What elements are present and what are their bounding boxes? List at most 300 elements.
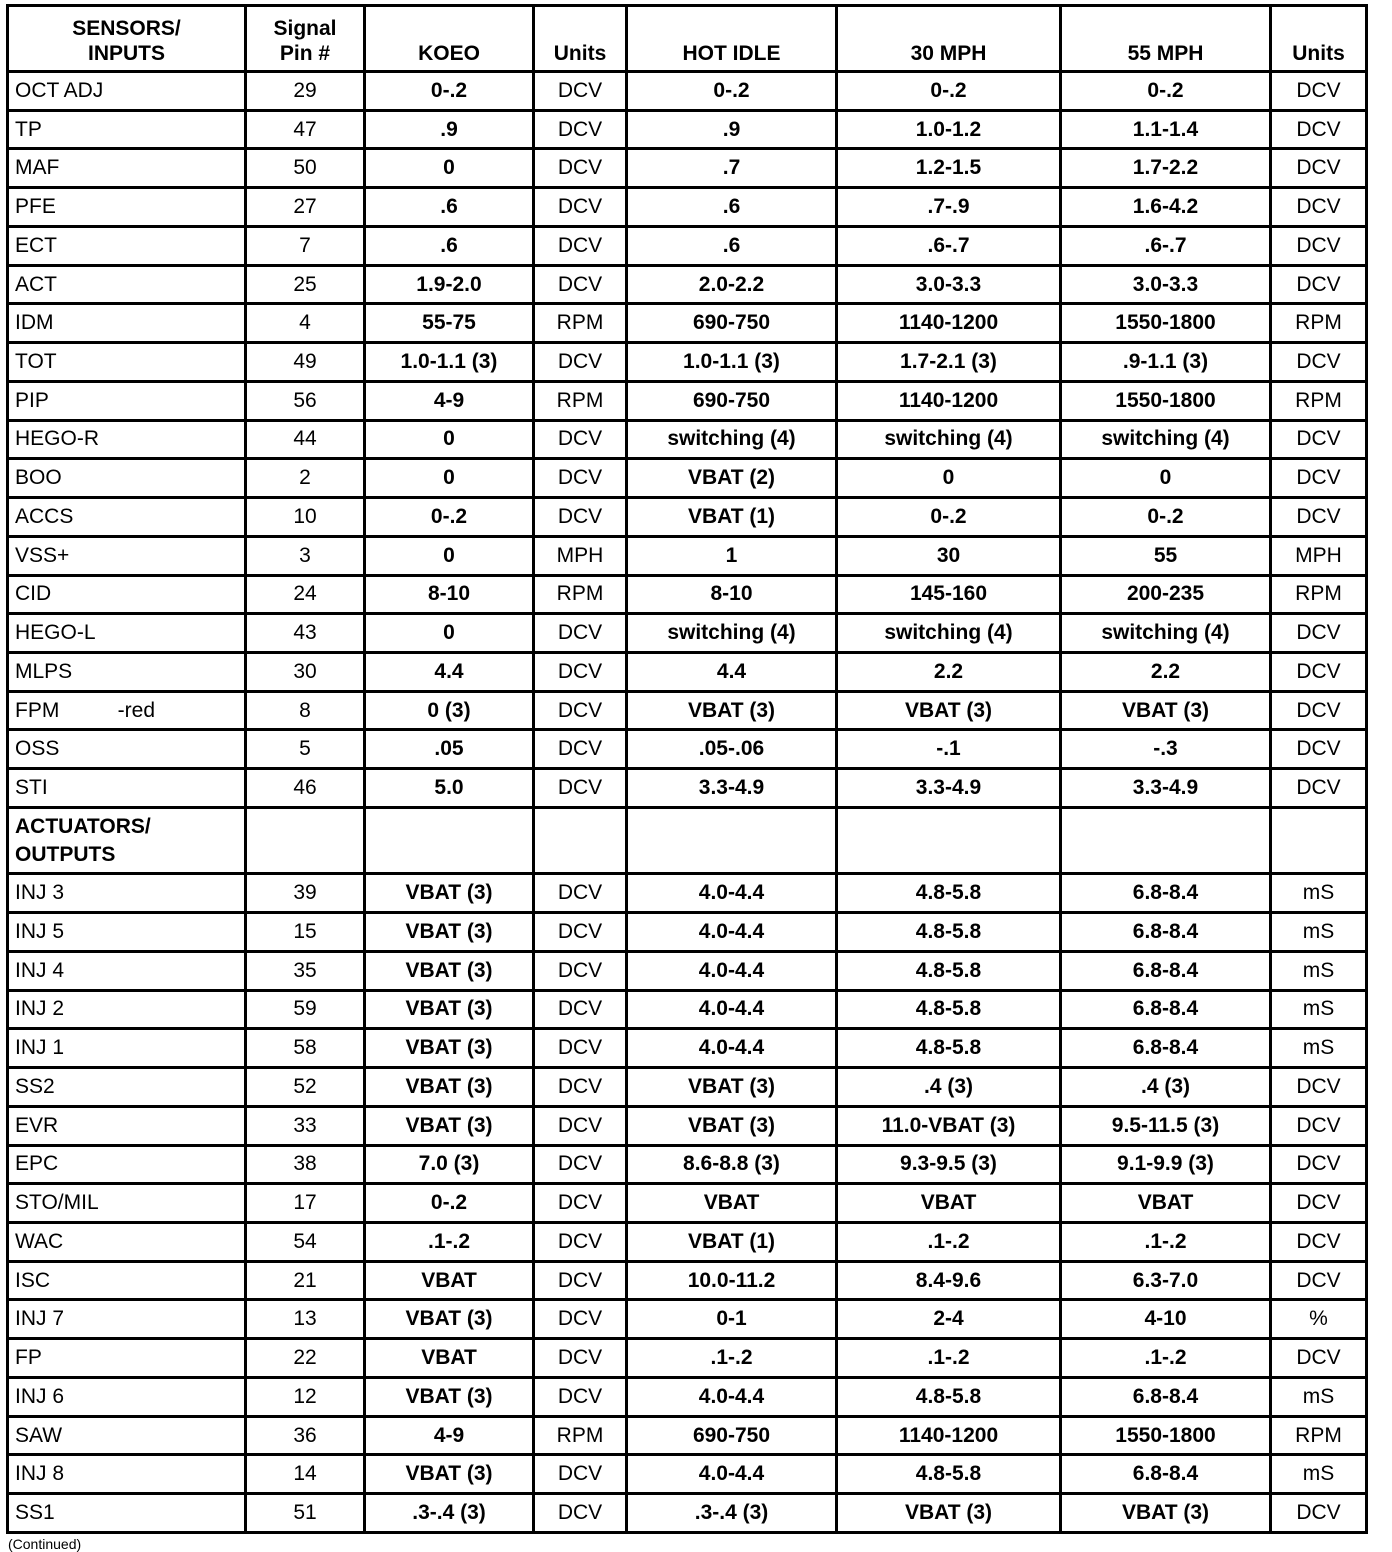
cell-mph30: 4.8-5.8 — [837, 951, 1061, 990]
cell-koeo: 4.4 — [365, 653, 534, 692]
cell-mph30: 4.8-5.8 — [837, 1455, 1061, 1494]
cell-units: DCV — [534, 1068, 627, 1107]
cell-mph55: switching (4) — [1061, 420, 1271, 459]
cell-units: DCV — [534, 730, 627, 769]
cell-units2: DCV — [1271, 343, 1367, 382]
cell-pin: 4 — [246, 304, 365, 343]
header-hot-idle: HOT IDLE — [627, 6, 837, 72]
cell-koeo: VBAT (3) — [365, 1029, 534, 1068]
cell-mph55: .9-1.1 (3) — [1061, 343, 1271, 382]
cell-hot-idle: 4.0-4.4 — [627, 990, 837, 1029]
cell-mph30: 1140-1200 — [837, 381, 1061, 420]
cell-pin: 5 — [246, 730, 365, 769]
cell-koeo: 0-.2 — [365, 1184, 534, 1223]
cell-units2: RPM — [1271, 304, 1367, 343]
cell-units2: DCV — [1271, 420, 1367, 459]
cell-mph30: 145-160 — [837, 575, 1061, 614]
cell-units: DCV — [534, 1339, 627, 1378]
cell-units: DCV — [534, 614, 627, 653]
cell-koeo: 1.0-1.1 (3) — [365, 343, 534, 382]
table-row — [8, 913, 1367, 952]
cell-units: DCV — [534, 149, 627, 188]
cell-hot-idle: .6 — [627, 188, 837, 227]
cell-mph30: 11.0-VBAT (3) — [837, 1106, 1061, 1145]
cell-hot-idle: 1.0-1.1 (3) — [627, 343, 837, 382]
cell-koeo: VBAT — [365, 1339, 534, 1378]
cell-name: SS1 — [8, 1494, 246, 1533]
cell-mph30: 0 — [837, 459, 1061, 498]
header-units: Units — [534, 6, 627, 72]
cell-mph55: 1550-1800 — [1061, 381, 1271, 420]
cell-mph30: 1.0-1.2 — [837, 110, 1061, 149]
cell-units2: RPM — [1271, 381, 1367, 420]
cell-name: EPC — [8, 1145, 246, 1184]
cell-units2: RPM — [1271, 575, 1367, 614]
header-koeo: KOEO — [365, 6, 534, 72]
cell-units: DCV — [534, 653, 627, 692]
cell-pin: 24 — [246, 575, 365, 614]
cell-pin: 46 — [246, 769, 365, 808]
cell-name: INJ 5 — [8, 913, 246, 952]
cell-units2: % — [1271, 1300, 1367, 1339]
section-row-actuators-outputs — [8, 808, 1367, 874]
cell-koeo: VBAT (3) — [365, 1377, 534, 1416]
cell-units: DCV — [534, 951, 627, 990]
cell-mph55: 200-235 — [1061, 575, 1271, 614]
cell-koeo: 0 — [365, 420, 534, 459]
cell-hot-idle: 4.0-4.4 — [627, 951, 837, 990]
table-row — [8, 149, 1367, 188]
cell-mph30: 3.0-3.3 — [837, 265, 1061, 304]
cell-units2: DCV — [1271, 72, 1367, 111]
cell-hot-idle: .6 — [627, 226, 837, 265]
cell-koeo: VBAT (3) — [365, 913, 534, 952]
cell-units: DCV — [534, 498, 627, 537]
cell-mph55: 1.1-1.4 — [1061, 110, 1271, 149]
cell-hot-idle: VBAT (1) — [627, 1222, 837, 1261]
cell-name: INJ 2 — [8, 990, 246, 1029]
table-row — [8, 769, 1367, 808]
cell-units: DCV — [534, 874, 627, 913]
cell-mph30: 4.8-5.8 — [837, 913, 1061, 952]
cell-pin: 29 — [246, 72, 365, 111]
cell-name: HEGO-L — [8, 614, 246, 653]
table-row — [8, 653, 1367, 692]
continued-note: (Continued) — [8, 1536, 82, 1552]
cell-koeo: 0-.2 — [365, 498, 534, 537]
cell-units2: DCV — [1271, 1106, 1367, 1145]
cell-name: INJ 8 — [8, 1455, 246, 1494]
cell-name: TOT — [8, 343, 246, 382]
cell-hot-idle: 4.0-4.4 — [627, 874, 837, 913]
cell-mph30: 2-4 — [837, 1300, 1061, 1339]
cell-units2: mS — [1271, 1029, 1367, 1068]
cell-mph55: 0 — [1061, 459, 1271, 498]
cell-hot-idle: 3.3-4.9 — [627, 769, 837, 808]
cell-units: DCV — [534, 1300, 627, 1339]
cell-pin: 17 — [246, 1184, 365, 1223]
cell-mph55: 1.7-2.2 — [1061, 149, 1271, 188]
table-row — [8, 72, 1367, 111]
cell-name: ACCS — [8, 498, 246, 537]
cell-units2: MPH — [1271, 536, 1367, 575]
cell-units2: mS — [1271, 951, 1367, 990]
cell-mph55: 1550-1800 — [1061, 1416, 1271, 1455]
cell-hot-idle: 1 — [627, 536, 837, 575]
cell-units: DCV — [534, 188, 627, 227]
cell-mph55: VBAT (3) — [1061, 691, 1271, 730]
cell-pin: 49 — [246, 343, 365, 382]
cell-name: PIP — [8, 381, 246, 420]
cell-units2: DCV — [1271, 498, 1367, 537]
cell-pin: 51 — [246, 1494, 365, 1533]
cell-units2: DCV — [1271, 265, 1367, 304]
cell-hot-idle: .7 — [627, 149, 837, 188]
cell-hot-idle: VBAT (3) — [627, 1068, 837, 1107]
cell-koeo: 5.0 — [365, 769, 534, 808]
cell-pin: 27 — [246, 188, 365, 227]
outputs-section-header — [8, 808, 1367, 874]
cell-name: MLPS — [8, 653, 246, 692]
cell-name: VSS+ — [8, 536, 246, 575]
cell-koeo: 0 — [365, 536, 534, 575]
cell-koeo: 0 (3) — [365, 691, 534, 730]
cell-mph55: 55 — [1061, 536, 1271, 575]
cell-name: FP — [8, 1339, 246, 1378]
cell-mph55: 6.8-8.4 — [1061, 951, 1271, 990]
cell-units: DCV — [534, 1377, 627, 1416]
cell-mph55: 6.8-8.4 — [1061, 1455, 1271, 1494]
cell-hot-idle: 0-.2 — [627, 72, 837, 111]
table-row — [8, 691, 1367, 730]
cell-mph30: 0-.2 — [837, 72, 1061, 111]
cell-mph30: 1.2-1.5 — [837, 149, 1061, 188]
table-row — [8, 265, 1367, 304]
cell-mph55: 6.3-7.0 — [1061, 1261, 1271, 1300]
cell-hot-idle: 4.0-4.4 — [627, 913, 837, 952]
cell-units: DCV — [534, 72, 627, 111]
cell-mph55: .6-.7 — [1061, 226, 1271, 265]
cell-mph30: 1.7-2.1 (3) — [837, 343, 1061, 382]
header-sensors-inputs: SENSORS/ INPUTS — [8, 6, 246, 72]
cell-units: DCV — [534, 913, 627, 952]
cell-pin: 7 — [246, 226, 365, 265]
table-row — [8, 1416, 1367, 1455]
cell-pin: 33 — [246, 1106, 365, 1145]
cell-units2: DCV — [1271, 1339, 1367, 1378]
cell-units: RPM — [534, 304, 627, 343]
cell-pin: 35 — [246, 951, 365, 990]
cell-koeo: 0 — [365, 459, 534, 498]
cell-mph30: 0-.2 — [837, 498, 1061, 537]
cell-pin: 58 — [246, 1029, 365, 1068]
header-units-2: Units — [1271, 6, 1367, 72]
cell-koeo: VBAT (3) — [365, 874, 534, 913]
cell-koeo: .3-.4 (3) — [365, 1494, 534, 1533]
cell-units2: DCV — [1271, 1222, 1367, 1261]
cell-pin: 25 — [246, 265, 365, 304]
cell-mph55: .1-.2 — [1061, 1339, 1271, 1378]
cell-mph30: switching (4) — [837, 614, 1061, 653]
cell-hot-idle: .9 — [627, 110, 837, 149]
cell-name: OCT ADJ — [8, 72, 246, 111]
cell-hot-idle: VBAT — [627, 1184, 837, 1223]
cell-mph55: 6.8-8.4 — [1061, 1029, 1271, 1068]
cell-koeo: 4-9 — [365, 1416, 534, 1455]
cell-pin: 56 — [246, 381, 365, 420]
cell-hot-idle: 690-750 — [627, 304, 837, 343]
cell-mph30: 4.8-5.8 — [837, 1029, 1061, 1068]
cell-hot-idle: switching (4) — [627, 614, 837, 653]
cell-units: DCV — [534, 1184, 627, 1223]
cell-hot-idle: VBAT (2) — [627, 459, 837, 498]
cell-mph30: VBAT (3) — [837, 691, 1061, 730]
table-row — [8, 1106, 1367, 1145]
cell-mph55: -.3 — [1061, 730, 1271, 769]
cell-units2: DCV — [1271, 1261, 1367, 1300]
cell-mph55: .4 (3) — [1061, 1068, 1271, 1107]
cell-mph30: 4.8-5.8 — [837, 874, 1061, 913]
cell-pin: 43 — [246, 614, 365, 653]
cell-koeo: VBAT (3) — [365, 1300, 534, 1339]
cell-units: DCV — [534, 769, 627, 808]
cell-mph55: 9.1-9.9 (3) — [1061, 1145, 1271, 1184]
cell-hot-idle: VBAT (3) — [627, 691, 837, 730]
table-row — [8, 536, 1367, 575]
cell-mph55: 2.2 — [1061, 653, 1271, 692]
cell-mph30: .1-.2 — [837, 1339, 1061, 1378]
cell-pin: 3 — [246, 536, 365, 575]
header-signal-pin: Signal Pin # — [246, 6, 365, 72]
cell-name: INJ 3 — [8, 874, 246, 913]
cell-units: DCV — [534, 110, 627, 149]
cell-koeo: 0 — [365, 149, 534, 188]
cell-koeo: VBAT (3) — [365, 1106, 534, 1145]
inputs-section — [8, 72, 1367, 808]
cell-pin: 2 — [246, 459, 365, 498]
cell-units: DCV — [534, 1029, 627, 1068]
cell-mph55: VBAT — [1061, 1184, 1271, 1223]
cell-units: RPM — [534, 1416, 627, 1455]
cell-koeo: 8-10 — [365, 575, 534, 614]
cell-units2: DCV — [1271, 110, 1367, 149]
cell-name: CID — [8, 575, 246, 614]
cell-name: OSS — [8, 730, 246, 769]
cell-pin: 52 — [246, 1068, 365, 1107]
cell-units2: mS — [1271, 874, 1367, 913]
cell-mph30: .1-.2 — [837, 1222, 1061, 1261]
cell-units: DCV — [534, 1494, 627, 1533]
cell-units2: mS — [1271, 990, 1367, 1029]
cell-hot-idle: 690-750 — [627, 1416, 837, 1455]
cell-pin: 38 — [246, 1145, 365, 1184]
cell-mph30: 1140-1200 — [837, 1416, 1061, 1455]
table-row — [8, 1261, 1367, 1300]
cell-mph55: 4-10 — [1061, 1300, 1271, 1339]
cell-mph30: 30 — [837, 536, 1061, 575]
cell-pin: 50 — [246, 149, 365, 188]
cell-koeo: .6 — [365, 188, 534, 227]
cell-pin: 12 — [246, 1377, 365, 1416]
cell-pin: 54 — [246, 1222, 365, 1261]
cell-units2: mS — [1271, 1377, 1367, 1416]
header-row — [8, 6, 1367, 72]
cell-hot-idle: 8-10 — [627, 575, 837, 614]
header-30-mph: 30 MPH — [837, 6, 1061, 72]
cell-mph55: .1-.2 — [1061, 1222, 1271, 1261]
table-row — [8, 1068, 1367, 1107]
cell-name: WAC — [8, 1222, 246, 1261]
header-55-mph: 55 MPH — [1061, 6, 1271, 72]
cell-units: DCV — [534, 265, 627, 304]
table-row — [8, 110, 1367, 149]
cell-units: DCV — [534, 343, 627, 382]
cell-units2: DCV — [1271, 730, 1367, 769]
cell-units: DCV — [534, 1455, 627, 1494]
cell-mph30: -.1 — [837, 730, 1061, 769]
cell-mph55: switching (4) — [1061, 614, 1271, 653]
cell-mph30: 3.3-4.9 — [837, 769, 1061, 808]
table-row — [8, 951, 1367, 990]
cell-hot-idle: 690-750 — [627, 381, 837, 420]
cell-koeo: 4-9 — [365, 381, 534, 420]
cell-koeo: 1.9-2.0 — [365, 265, 534, 304]
cell-name: INJ 4 — [8, 951, 246, 990]
cell-mph30: VBAT (3) — [837, 1494, 1061, 1533]
cell-name: STO/MIL — [8, 1184, 246, 1223]
table-row — [8, 1300, 1367, 1339]
cell-hot-idle: VBAT (3) — [627, 1106, 837, 1145]
cell-koeo: .9 — [365, 110, 534, 149]
cell-units2: DCV — [1271, 614, 1367, 653]
cell-mph30: .6-.7 — [837, 226, 1061, 265]
cell-hot-idle: 0-1 — [627, 1300, 837, 1339]
table-row — [8, 188, 1367, 227]
table-row — [8, 990, 1367, 1029]
cell-name: INJ 1 — [8, 1029, 246, 1068]
table-row — [8, 1494, 1367, 1533]
cell-name: ECT — [8, 226, 246, 265]
cell-pin: 36 — [246, 1416, 365, 1455]
cell-name: PFE — [8, 188, 246, 227]
table-row — [8, 1222, 1367, 1261]
cell-mph30: .4 (3) — [837, 1068, 1061, 1107]
cell-units2: DCV — [1271, 1068, 1367, 1107]
cell-mph30: 1140-1200 — [837, 304, 1061, 343]
cell-units: DCV — [534, 1145, 627, 1184]
table-row — [8, 1339, 1367, 1378]
cell-koeo: VBAT (3) — [365, 990, 534, 1029]
cell-units2: DCV — [1271, 226, 1367, 265]
cell-pin: 21 — [246, 1261, 365, 1300]
cell-hot-idle: switching (4) — [627, 420, 837, 459]
cell-mph30: 4.8-5.8 — [837, 1377, 1061, 1416]
cell-hot-idle: .05-.06 — [627, 730, 837, 769]
cell-units: DCV — [534, 420, 627, 459]
cell-name: MAF — [8, 149, 246, 188]
cell-pin: 30 — [246, 653, 365, 692]
cell-mph30: 9.3-9.5 (3) — [837, 1145, 1061, 1184]
table-row — [8, 304, 1367, 343]
cell-hot-idle: 10.0-11.2 — [627, 1261, 837, 1300]
cell-name: TP — [8, 110, 246, 149]
cell-name: EVR — [8, 1106, 246, 1145]
cell-hot-idle: 4.0-4.4 — [627, 1455, 837, 1494]
cell-koeo: VBAT (3) — [365, 1455, 534, 1494]
cell-pin: 13 — [246, 1300, 365, 1339]
cell-mph55: 0-.2 — [1061, 498, 1271, 537]
cell-name: FPM -red — [8, 691, 246, 730]
cell-name: SAW — [8, 1416, 246, 1455]
cell-units: MPH — [534, 536, 627, 575]
cell-hot-idle: 4.0-4.4 — [627, 1029, 837, 1068]
cell-name: HEGO-R — [8, 420, 246, 459]
table-row — [8, 874, 1367, 913]
table-row — [8, 498, 1367, 537]
cell-koeo: .1-.2 — [365, 1222, 534, 1261]
cell-hot-idle: 2.0-2.2 — [627, 265, 837, 304]
cell-mph55: 6.8-8.4 — [1061, 1377, 1271, 1416]
cell-units2: DCV — [1271, 1145, 1367, 1184]
cell-units2: mS — [1271, 913, 1367, 952]
cell-pin: 22 — [246, 1339, 365, 1378]
cell-koeo: VBAT (3) — [365, 1068, 534, 1107]
cell-name: ISC — [8, 1261, 246, 1300]
cell-koeo: 0-.2 — [365, 72, 534, 111]
table-row — [8, 1029, 1367, 1068]
cell-units2: DCV — [1271, 1184, 1367, 1223]
cell-hot-idle: 8.6-8.8 (3) — [627, 1145, 837, 1184]
cell-koeo: VBAT (3) — [365, 951, 534, 990]
cell-mph55: 9.5-11.5 (3) — [1061, 1106, 1271, 1145]
cell-units2: mS — [1271, 1455, 1367, 1494]
cell-name: INJ 6 — [8, 1377, 246, 1416]
cell-mph30: 4.8-5.8 — [837, 990, 1061, 1029]
table-row — [8, 575, 1367, 614]
cell-name: INJ 7 — [8, 1300, 246, 1339]
cell-name: IDM — [8, 304, 246, 343]
table-row — [8, 1184, 1367, 1223]
cell-units2: DCV — [1271, 188, 1367, 227]
cell-mph55: 0-.2 — [1061, 72, 1271, 111]
cell-units2: DCV — [1271, 769, 1367, 808]
cell-koeo: VBAT — [365, 1261, 534, 1300]
cell-units: DCV — [534, 1222, 627, 1261]
cell-units: DCV — [534, 1106, 627, 1145]
cell-pin: 10 — [246, 498, 365, 537]
cell-pin: 44 — [246, 420, 365, 459]
cell-name: BOO — [8, 459, 246, 498]
cell-units2: RPM — [1271, 1416, 1367, 1455]
cell-koeo: 55-75 — [365, 304, 534, 343]
table-row — [8, 420, 1367, 459]
cell-units: RPM — [534, 381, 627, 420]
cell-units2: DCV — [1271, 691, 1367, 730]
cell-hot-idle: VBAT (1) — [627, 498, 837, 537]
cell-units: DCV — [534, 226, 627, 265]
cell-mph55: 3.3-4.9 — [1061, 769, 1271, 808]
cell-units: DCV — [534, 691, 627, 730]
cell-pin: 59 — [246, 990, 365, 1029]
cell-name: SS2 — [8, 1068, 246, 1107]
table-row — [8, 1377, 1367, 1416]
cell-units: RPM — [534, 575, 627, 614]
cell-koeo: .6 — [365, 226, 534, 265]
cell-units: DCV — [534, 990, 627, 1029]
cell-mph30: 8.4-9.6 — [837, 1261, 1061, 1300]
cell-mph55: 6.8-8.4 — [1061, 990, 1271, 1029]
cell-units2: DCV — [1271, 149, 1367, 188]
